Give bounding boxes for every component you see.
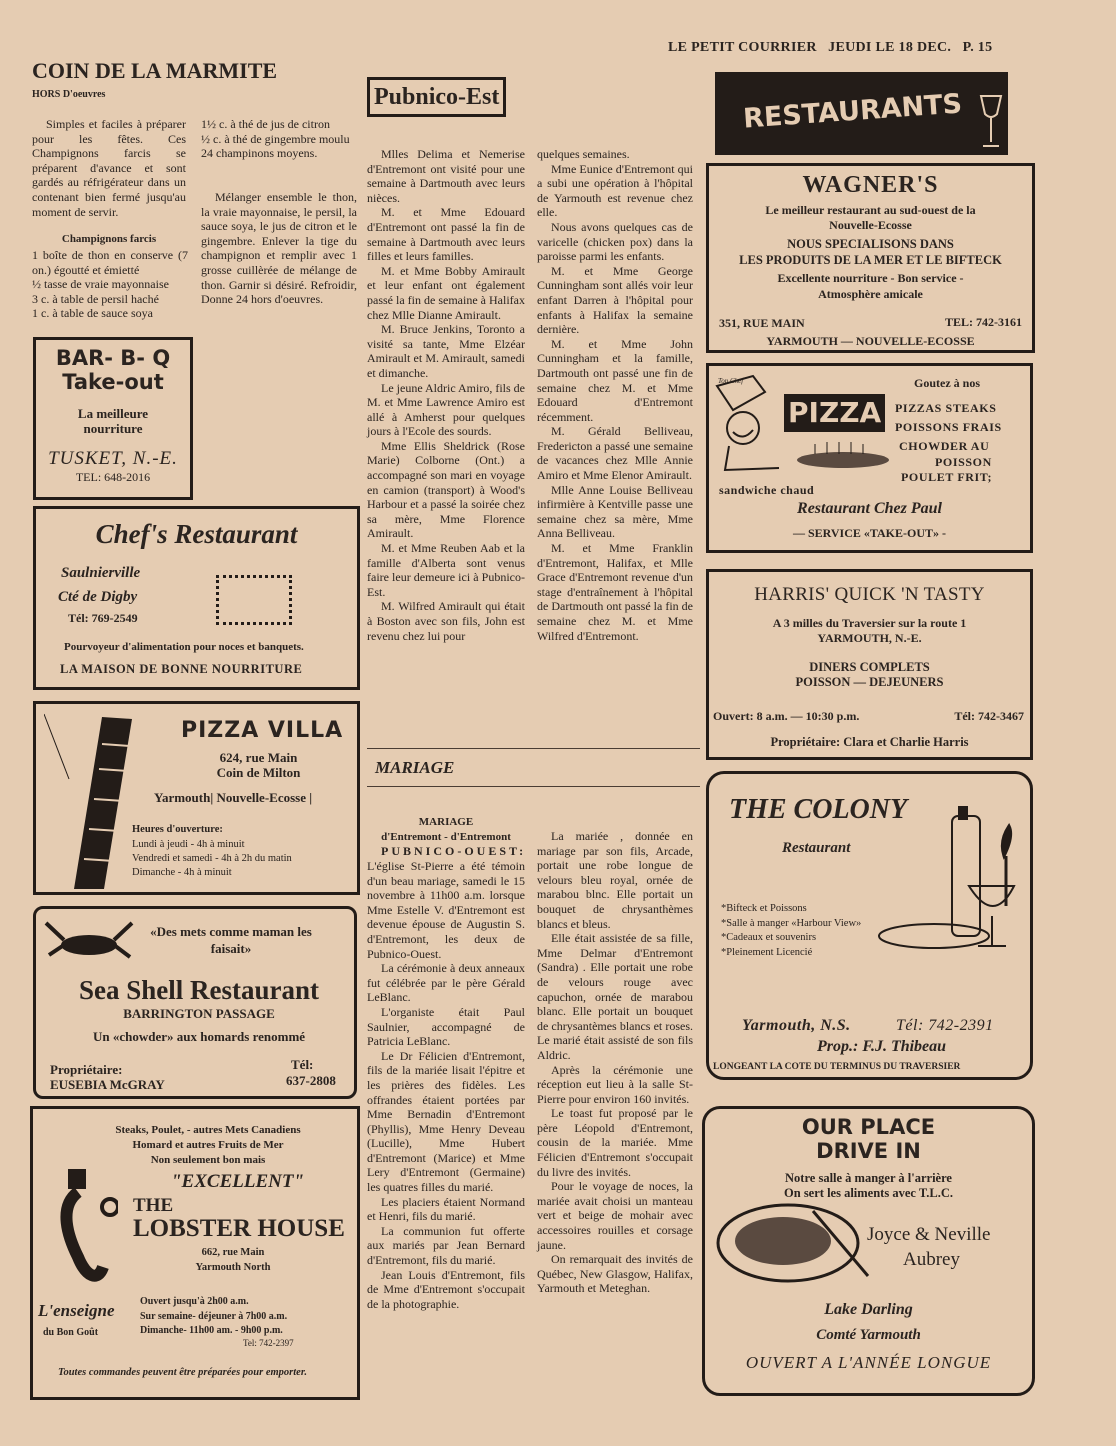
ingredients-list: [32, 248, 188, 321]
recipe-intro: [32, 117, 186, 219]
our-place-title: [705, 1115, 1032, 1163]
divider: [367, 748, 700, 749]
paragraph: M. Gérald Belliveau, Fredericton a passé une semaine de vacances chez Mlle Annie Amiro et Mme Elenor Amirault.: [537, 424, 693, 483]
diners-illustration: [216, 575, 292, 625]
mariage-col-b: [537, 829, 693, 1296]
our-place-t1: OUR PLACE: [801, 1115, 936, 1139]
ad-harris: [706, 569, 1033, 760]
paragraph: 1½ c. à thé de jus de citron: [201, 117, 330, 131]
menu-item: PIZZAS STEAKS: [895, 401, 997, 415]
wagners-l2: Nouvelle-Ecosse: [829, 218, 912, 232]
divider: [367, 786, 700, 787]
leaning-tower-icon: [44, 709, 134, 889]
meal-plate-icon: [713, 1201, 873, 1286]
menu-item: POISSON: [935, 455, 992, 469]
lobster-addr2: Yarmouth North: [195, 1262, 271, 1273]
paragraph: 24 champinons moyens.: [201, 146, 318, 161]
our-place-l2: On sert les aliments avec T.L.C.: [784, 1186, 953, 1200]
paragraph: Le toast fut proposé par le père Léopold d'Entremont, cousin de la mariée. Mme Félicien d'Entremont s'occupait du livre des invités.: [537, 1106, 693, 1179]
barbq-place: TUSKET, N.-E.: [48, 448, 178, 469]
paragraph: Le Dr Félicien d'Entremont, fils de la mariée lisait l'épitre et les prières des fidèles. Les offrandes étaient portées par Mme Bernadin d'Entremont (Phyllis), Mme Henry Deveau (Lucille), Mme Hubert d'Entremont (Marice) et Mme Lery d'Entremont (Germaine) les quatres filles du marié.: [367, 1048, 525, 1195]
paragraph: M. et Mme John Cunningham et la famille, Dartmouth ont passé une fin de semaine chez M. et Mme Edouard d'Entremont récemment.: [537, 336, 693, 424]
barbq-tag: La meilleure nourriture: [77, 406, 149, 436]
our-place-lines: [705, 1171, 1032, 1201]
colony-tel: Tél: 742-2391: [896, 1017, 994, 1034]
seashell-title: Sea Shell Restaurant: [78, 975, 319, 1005]
paragraph: *Cadeaux et souvenirs: [721, 932, 817, 943]
ad-pizza-villa: [33, 701, 360, 895]
pizza-villa-hours: [132, 838, 292, 880]
restaurants-banner: [715, 72, 1008, 155]
chefs-town: Saulnierville: [61, 565, 141, 581]
seashell-place: BARRINGTON PASSAGE: [123, 1006, 275, 1021]
paragraph: La mariée , donnée en mariage par son fils, Arcade, portait une robe longue de velours bleu royal, ornée de marabou blnc. Elle portait un bouquet de chrysanthèmes blancs et bleus.: [537, 829, 693, 931]
paragraph: La communion fut offerte aux mariés par Jean Bernard d'Entremont, fils du marié.: [367, 1223, 525, 1268]
paragraph: Mlle Anne Louise Belliveau infirmière à Kentville passe une semaine chez sa mère, Mme Anna Belliveau.: [537, 482, 693, 541]
paragraph: L'organiste était Paul Saulnier, accompagné de Patricia LeBlanc.: [367, 1004, 525, 1049]
harris-title: HARRIS' QUICK 'N TASTY: [754, 584, 985, 605]
paragraph: Jean Louis d'Entremont, fils de Mme d'Entremont s'occupait de la photographie.: [367, 1267, 525, 1311]
paragraph: M. Bruce Jenkins, Toronto a visité sa tante, Mme Elzéar Amirault et M. Amirault, samedi et dimanche.: [367, 322, 525, 380]
chefs-title: Chef's Restaurant: [95, 519, 298, 549]
paragraph: Ouvert jusqu'à 2h00 a.m.: [140, 1296, 249, 1307]
pizza-villa-addr1: 624, rue Main: [219, 750, 298, 765]
take-out-label: — SERVICE «TAKE-OUT» -: [792, 526, 947, 540]
harris-tel: Tél: 742-3467: [954, 709, 1024, 723]
chefs-tel: Tél: 769-2549: [68, 611, 138, 625]
pizza-villa-title: PIZZA VILLA: [181, 718, 344, 743]
hours-title: Heures d'ouverture:: [132, 824, 223, 835]
owner-names: Joyce & Neville: [867, 1224, 991, 1245]
harris-hours: Ouvert: 8 a.m. — 10:30 p.m.: [713, 709, 860, 723]
owner-surname: Aubrey: [903, 1249, 960, 1270]
ad-lobster-house: [30, 1106, 360, 1400]
ad-our-place: [702, 1106, 1035, 1396]
paragraph: quelques semaines.: [537, 147, 630, 161]
harris-l2: YARMOUTH, N.-E.: [817, 631, 922, 645]
masthead: LE PETIT COURRIER: [668, 40, 817, 55]
paragraph: ½ tasse de vraie mayonnaise: [32, 277, 169, 292]
paragraph: M. et Mme Edouard d'Entremont ont passé la fin de semaine à Dartmouth avec leurs filles et leurs familles.: [367, 205, 525, 264]
paragraph: M. et Mme Franklin d'Entremont, Halifax, et Mlle Grace d'Entremont revenue d'un stage d'entraînement à l'hôpital de Dartmouth ont passé la fin de semaine chez M. et Mme Wilfred d'Entremont.: [537, 541, 693, 643]
recipe-col2: [201, 117, 357, 161]
pubnico-col-a: [367, 147, 525, 643]
mariage-heading: [367, 815, 525, 844]
colony-footer: LONGEANT LA COTE DU TERMINUS DU TRAVERSIER: [713, 1062, 961, 1072]
paragraph: Dimanche - 4h à minuit: [132, 867, 232, 878]
wine-glass-icon: [977, 92, 1005, 152]
wagners-l3: NOUS SPECIALISONS DANS: [787, 237, 954, 251]
lobster-intro: [93, 1123, 323, 1168]
barbq-tel: TEL: 648-2016: [75, 470, 151, 484]
barbq-title: BAR- B- Q: [55, 346, 171, 370]
pizza-icon: [795, 436, 891, 472]
our-place-l1: Notre salle à manger à l'arrière: [785, 1171, 952, 1185]
paragraph: Mme Ellis Sheldrick (Rose Marie) Colborne (Ont.) a accompagné son mari en voyage en camion (transport) à Wood's Harbour et a passé la soirée chez sa mère, Mme Florence Amirault.: [367, 438, 525, 541]
ingredients-title: Champignons farcis: [61, 233, 157, 245]
owner-label: Propriétaire:: [50, 1062, 123, 1077]
page-number: P. 15: [962, 40, 993, 55]
menu-item: CHOWDER AU: [899, 439, 990, 453]
paragraph: Mélanger ensemble le thon, la vraie mayonnaise, le persil, la sauce soya, le jus de citron et le gingembre. Enlever la tige du champignon et remplir avec 1 grosse cuillèrée de mélange de thon. Garnir si désiré. Refroidir, Donne 24 hors d'oeuvres.: [201, 190, 357, 307]
colony-sub: Restaurant: [782, 840, 851, 856]
goutez-label: Goutez à nos: [914, 376, 980, 390]
paragraph: Simples et faciles à préparer pour les fêtes. Ces Champignons farcis se préparent d'avance et sont gardés au réfrigérateur dans un contenant bien fermé jusqu'au moment de servir.: [32, 117, 186, 219]
seashell-tel: 637-2808: [286, 1073, 336, 1088]
paragraph: *Salle à manger «Harbour View»: [721, 917, 862, 929]
ad-sea-shell: [33, 906, 357, 1099]
paragraph: ½ c. à thé de gingembre moulu: [201, 131, 350, 146]
harris-l1: A 3 milles du Traversier sur la route 1: [772, 616, 967, 630]
barbq-sub: Take-out: [62, 370, 164, 394]
wine-dinner-icon: [874, 806, 1024, 951]
wagners-tel: TEL: 742-3161: [944, 315, 1022, 329]
enseigne-label: L'enseigne: [38, 1301, 115, 1320]
wagners-l1: Le meilleur restaurant au sud-ouest de la: [765, 203, 976, 217]
paragraph: La cérémonie à deux anneaux fut célébrée par le père Gérald LeBlanc.: [367, 961, 525, 1005]
mariage-names: d'Entremont - d'Entremont: [381, 830, 511, 843]
banner-title: RESTAURANTS: [742, 88, 963, 135]
ad-barbq: [33, 337, 193, 500]
recipe-method: [201, 190, 357, 307]
our-place-location: Lake Darling: [824, 1301, 913, 1318]
wagners-l4: LES PRODUITS DE LA MER ET LE BIFTECK: [739, 253, 1002, 267]
mariage-place: PUBNICO-OUEST:: [381, 844, 527, 858]
paragraph: Vendredi et samedi - 4h à 2h du matin: [132, 853, 292, 864]
the-label: THE: [133, 1195, 174, 1216]
paragraph: 3 c. à table de persil haché: [32, 291, 159, 306]
our-place-footer: OUVERT A L'ANNÉE LONGUE: [745, 1353, 992, 1372]
paragraph: Nous avons quelques cas de varicelle (chicken pox) dans la paroisse parmi les enfants.: [537, 219, 693, 264]
pubnico-title: Pubnico-Est: [367, 77, 506, 117]
lobster-house-title: LOBSTER HOUSE: [133, 1215, 345, 1242]
chef-mascot-icon: [713, 372, 785, 472]
paragraph: *Bifteck et Poissons: [721, 903, 807, 914]
paragraph: Lundi à jeudi - 4h à minuit: [132, 839, 245, 850]
ad-chefs-restaurant: [33, 506, 360, 690]
recipe-subtitle: HORS D'oeuvres: [32, 89, 106, 100]
chef-hat-text: Ton Chef: [718, 377, 744, 385]
wagners-city: YARMOUTH — NOUVELLE-ECOSSE: [766, 334, 975, 348]
paragraph: Elle était assistée de sa fille, Mme Delmar d'Entremont (Sandra) . Elle portait une robe de velours rouge avec capuchon, ornée de marabou blanc. Elle portait un bouquet de chrysantèmes blancs et roses. Le marié était assisté de son fils Aldric.: [537, 931, 693, 1062]
wagners-l5: Excellente nourriture - Bon service -: [777, 271, 964, 285]
lobster-l3: Non seulement bon mais: [150, 1154, 266, 1166]
lobster-tel: Tel: 742-2397: [243, 1338, 294, 1348]
wagners-l6: Atmosphère amicale: [818, 287, 923, 301]
paragraph: 1 boîte de thon en conserve (7 on.) égoutté et émietté: [32, 248, 188, 277]
ad-colony: [706, 771, 1033, 1080]
seashell-quote: «Des mets comme maman les faisait»: [150, 924, 312, 956]
paragraph: Les placiers étaient Normand et Henri, fils du marié.: [367, 1194, 525, 1224]
lobster-address: [163, 1245, 303, 1275]
paragraph: Mlles Delima et Nemerise d'Entremont ont visité pour une semaine à Dartmouth avec leurs nièces.: [367, 147, 525, 205]
ad-wagners: [706, 163, 1035, 353]
colony-city: Yarmouth, N.S.: [742, 1017, 851, 1034]
recipe-title: COIN DE LA MARMITE: [32, 58, 278, 83]
chefs-line: Pourvoyeur d'alimentation pour noces et banquets.: [64, 641, 304, 653]
item-row: [895, 399, 1030, 418]
chez-paul-items: [895, 399, 1030, 486]
paragraph: M. et Mme Bobby Amirault et leur enfant ont également passé la fin de semaine à Halifax chez Mlle Dianne Amirault.: [367, 263, 525, 322]
lobster-l1: Steaks, Poulet, - autres Mets Canadiens: [115, 1124, 301, 1136]
tel-label: Tél:: [291, 1057, 314, 1072]
paragraph: Le jeune Aldric Amiro, fils de M. et Mme Lawrence Amiro est allé à Amherst pour quelques jours à l'Ecole des sourds.: [367, 380, 525, 439]
paragraph: Après la cérémonie une réception eut lieu à la salle St-Pierre pour environ 160 invités.: [537, 1062, 693, 1106]
bon-gout-label: du Bon Goût: [43, 1327, 99, 1338]
menu-item: POISSONS FRAIS: [895, 420, 1002, 434]
chefs-motto: LA MAISON DE BONNE NOURRITURE: [60, 662, 303, 676]
harris-owners: Propriétaire: Clara et Charlie Harris: [770, 735, 969, 749]
lobster-hours: [140, 1295, 287, 1339]
paragraph: L'église St-Pierre a été témoin d'un beau mariage, samedi le 15 novembre à 11h00 a.m. lorsque Mme Estelle V. d'Entremont est devenue épouse de Augustin S. d'Entremont, les deux de Pubnico-Ouest.: [367, 859, 525, 961]
mariage-col-a: [367, 859, 525, 1311]
lobster-footer: Toutes commandes peuvent être préparées pour emporter.: [58, 1367, 307, 1378]
wagners-addr: 351, RUE MAIN: [719, 316, 805, 330]
menu-item: POULET FRIT;: [901, 470, 993, 484]
mariage-head: MARIAGE: [418, 816, 474, 828]
paragraph: Mme Eunice d'Entremont qui a subi une opération à l'hôpital de Yarmouth est revenue chez elle.: [537, 161, 693, 220]
our-place-t2: DRIVE IN: [816, 1139, 921, 1163]
colony-features: [721, 902, 861, 960]
paragraph: Sur semaine- déjeuner à 7h00 a.m.: [140, 1310, 288, 1322]
mariage-section-heading: MARIAGE: [375, 758, 455, 777]
pizza-logo: PIZZA: [784, 394, 885, 432]
seashell-tag: Un «chowder» aux homards renommé: [92, 1029, 306, 1044]
colony-prop: Prop.: F.J. Thibeau: [817, 1038, 947, 1055]
colony-title: THE COLONY: [729, 794, 908, 825]
pizza-villa-addr2: Coin de Milton: [216, 765, 301, 780]
paragraph: On remarquait des invités de Québec, New Glasgow, Halifax, Yarmouth et Meteghan.: [537, 1252, 693, 1296]
paragraph: M. Wilfred Amirault qui était à Boston avec son fils, John est revenu chez lui pour: [367, 599, 525, 643]
chez-paul-name: Restaurant Chez Paul: [797, 500, 942, 517]
ad-chez-paul: [706, 363, 1033, 553]
paragraph: Pour le voyage de noces, la mariée avait choisi un manteau vert et beige de mohair avec accessoires rouilles et corsage jaune.: [537, 1179, 693, 1252]
paragraph: *Pleinement Licencié: [721, 946, 813, 958]
chefs-county: Cté de Digby: [58, 589, 138, 605]
lobster-addr1: 662, rue Main: [201, 1247, 265, 1258]
lobster-chef-icon: [48, 1167, 118, 1287]
paragraph: M. et Mme Reuben Aab et la famille d'Alberta sont venus faire leur demeure ici à Pubnico-Est.: [367, 541, 525, 599]
issue-date: JEUDI LE 18 DEC.: [828, 40, 952, 55]
excellent-label: "EXCELLENT": [171, 1171, 304, 1192]
pizza-villa-city: Yarmouth| Nouvelle-Ecosse |: [154, 790, 313, 805]
paragraph: M. et Mme George Cunningham sont allés voir leur enfant Darren à l'hôpital pour enfants à Halifax la semaine dernière.: [537, 263, 693, 337]
paragraph: 1 c. à table de sauce soya: [32, 306, 153, 321]
pubnico-col-b: [537, 147, 693, 643]
page-header: [668, 40, 992, 56]
paragraph: Dimanche- 11h00 am. - 9h00 p.m.: [140, 1325, 283, 1336]
owner-name: EUSEBIA McGRAY: [50, 1077, 165, 1092]
lobster-icon: [44, 915, 134, 975]
sandwich-label: sandwiche chaud: [719, 483, 815, 497]
our-place-county: Comté Yarmouth: [816, 1327, 921, 1343]
harris-l3: DINERS COMPLETS: [809, 660, 930, 674]
lobster-l2: Homard et autres Fruits de Mer: [132, 1139, 284, 1151]
wagners-title: WAGNER'S: [802, 172, 939, 198]
harris-l4: POISSON — DEJEUNERS: [795, 675, 944, 689]
